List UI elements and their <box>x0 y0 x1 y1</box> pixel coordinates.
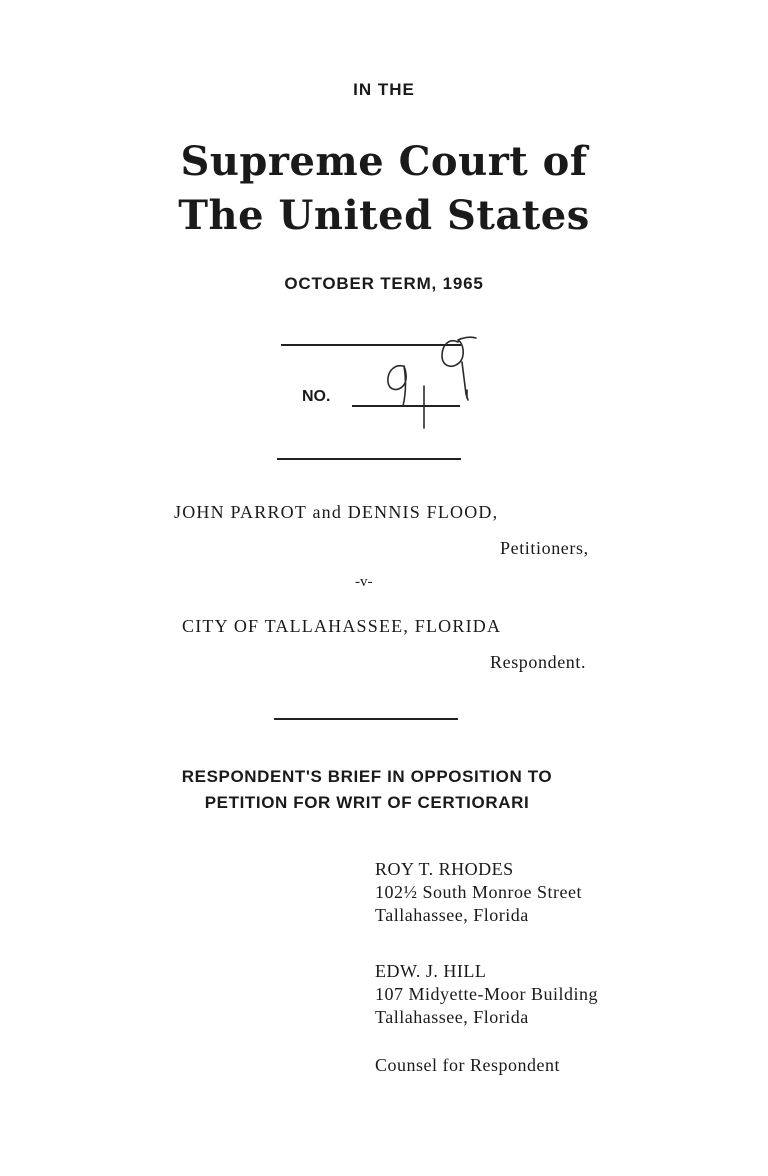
respondent-name: CITY OF TALLAHASSEE, FLORIDA <box>182 616 502 636</box>
docket-no-label: NO. <box>302 388 331 405</box>
counsel-block-1 <box>375 858 582 927</box>
respondent-role: Respondent. <box>490 652 587 672</box>
attorney-name: EDW. J. HILL <box>375 961 487 981</box>
attorney-address: 102½ South Monroe Street <box>375 882 582 902</box>
court-name-line2: The United States <box>178 192 590 239</box>
counsel-designation: Counsel for Respondent <box>375 1055 560 1075</box>
attorney-city: Tallahassee, Florida <box>375 905 529 925</box>
petitioners-names: JOHN PARROT and DENNIS FLOOD, <box>174 502 499 522</box>
divider-rule-middle <box>277 458 461 460</box>
attorney-city: Tallahassee, Florida <box>375 1007 529 1027</box>
counsel-block-2 <box>375 960 598 1029</box>
brief-title-line2: PETITION FOR WRIT OF CERTIORARI <box>204 793 530 812</box>
versus-marker: -v- <box>355 574 373 590</box>
in-the-heading: IN THE <box>353 80 415 99</box>
petitioners-role: Petitioners, <box>500 538 589 558</box>
court-name-line1: Supreme Court of <box>180 138 588 185</box>
term-heading: OCTOBER TERM, 1965 <box>284 274 484 293</box>
handwritten-docket-number <box>370 318 490 430</box>
attorney-name: ROY T. RHODES <box>375 859 514 879</box>
divider-rule-bottom <box>274 718 458 720</box>
attorney-address: 107 Midyette-Moor Building <box>375 984 598 1004</box>
brief-title-line1: RESPONDENT'S BRIEF IN OPPOSITION TO <box>181 767 553 786</box>
